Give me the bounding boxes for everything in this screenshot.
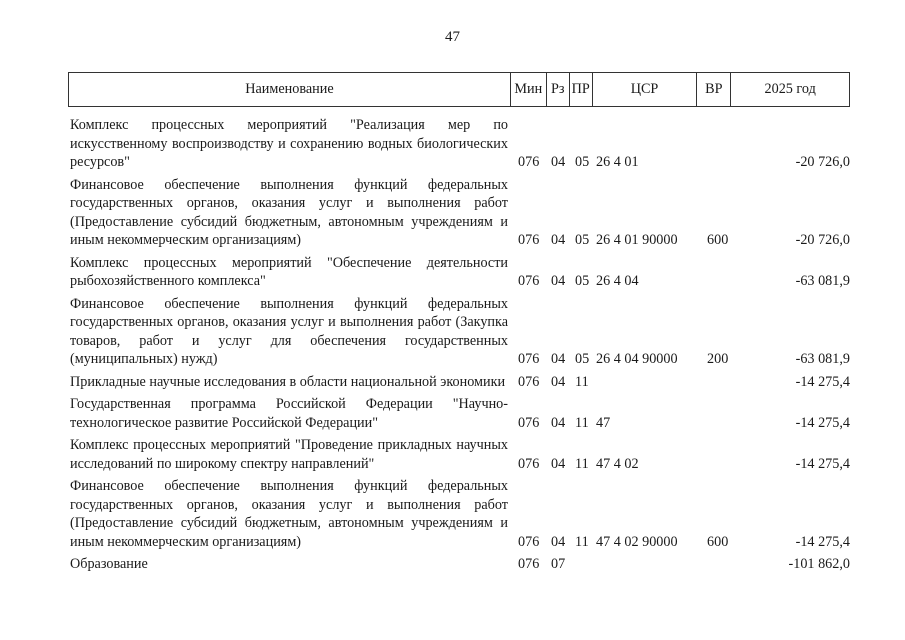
row-csr: 47 bbox=[596, 414, 611, 431]
row-name: Комплекс процессных мероприятий "Реализация мер по искусственному воспроизводству и сохранению водных биологических ресурсов" bbox=[70, 117, 508, 170]
row-amount: -63 081,9 bbox=[795, 351, 850, 367]
row-pr: 11 bbox=[575, 455, 589, 472]
row-pr: 05 bbox=[575, 232, 590, 248]
row-rz: 04 bbox=[551, 351, 566, 367]
row-min: 076 bbox=[518, 373, 540, 390]
row-rz: 04 bbox=[551, 414, 566, 431]
table-body bbox=[70, 116, 850, 578]
row-rz: 07 bbox=[551, 556, 566, 572]
row-name: Финансовое обеспечение выполнения функций федеральных государственных органов, оказания услуг и выполнения работ (Предоставление субсидий бюджетным, автономным учреждениям и иным некоммерческим организациям) bbox=[70, 176, 508, 248]
row-vr: 600 bbox=[707, 232, 729, 248]
row-amount: -14 275,4 bbox=[795, 373, 850, 390]
row-pr: 11 bbox=[575, 414, 589, 431]
row-amount: -20 726,0 bbox=[795, 154, 850, 170]
row-min: 076 bbox=[518, 533, 540, 550]
row-pr: 11 bbox=[575, 373, 589, 390]
table-row bbox=[70, 176, 850, 250]
row-min: 076 bbox=[518, 556, 540, 572]
header-rz: Рз bbox=[547, 73, 570, 106]
table-row bbox=[70, 254, 850, 291]
row-amount: -101 862,0 bbox=[788, 556, 850, 572]
row-name: Прикладные научные исследования в области национальной экономики bbox=[70, 373, 506, 390]
row-min: 076 bbox=[518, 414, 540, 431]
table-header bbox=[68, 72, 850, 107]
row-min: 076 bbox=[518, 455, 540, 472]
row-vr: 200 bbox=[707, 351, 729, 367]
row-rz: 04 bbox=[551, 533, 566, 550]
row-amount: -14 275,4 bbox=[795, 414, 850, 431]
row-vr: 600 bbox=[707, 533, 729, 550]
row-csr: 26 4 01 90000 bbox=[596, 232, 678, 248]
row-amount: -14 275,4 bbox=[795, 533, 850, 550]
header-year: 2025 год bbox=[764, 81, 816, 98]
table-row bbox=[70, 477, 850, 551]
row-rz: 04 bbox=[551, 154, 566, 170]
row-rz: 04 bbox=[551, 232, 566, 248]
header-csr: ЦСР bbox=[593, 73, 698, 106]
row-name: Государственная программа Российской Федерации "Научно-технологическое развитие Российской Федерации" bbox=[70, 396, 508, 431]
row-amount: -14 275,4 bbox=[795, 455, 850, 472]
row-rz: 04 bbox=[551, 273, 566, 289]
page-number: 47 bbox=[445, 29, 460, 45]
table-row bbox=[70, 555, 850, 574]
row-rz: 04 bbox=[551, 373, 566, 390]
row-csr: 47 4 02 90000 bbox=[596, 533, 678, 550]
row-pr: 05 bbox=[575, 273, 590, 289]
row-name: Образование bbox=[70, 556, 148, 572]
row-csr: 26 4 04 90000 bbox=[596, 351, 678, 367]
row-csr: 47 4 02 bbox=[596, 455, 639, 472]
row-amount: -63 081,9 bbox=[795, 273, 850, 289]
header-min: Мин bbox=[511, 73, 547, 106]
row-pr: 11 bbox=[575, 533, 589, 550]
row-amount: -20 726,0 bbox=[795, 232, 850, 248]
row-pr: 05 bbox=[575, 154, 590, 170]
table-row bbox=[70, 295, 850, 369]
header-pr: ПР bbox=[570, 73, 593, 106]
row-name: Комплекс процессных мероприятий "Проведение прикладных научных исследований по широкому спектру направлений" bbox=[70, 437, 508, 472]
row-rz: 04 bbox=[551, 455, 566, 472]
row-name: Финансовое обеспечение выполнения функций федеральных государственных органов, оказания услуг и выполнения работ (Предоставление субсидий бюджетным, автономным учреждениям и иным некоммерческим организациям) bbox=[70, 478, 508, 550]
row-min: 076 bbox=[518, 154, 540, 170]
table-row bbox=[70, 373, 850, 392]
row-csr: 26 4 01 bbox=[596, 154, 639, 170]
table-row bbox=[70, 436, 850, 473]
row-pr: 05 bbox=[575, 351, 590, 367]
row-name: Комплекс процессных мероприятий "Обеспечение деятельности рыбохозяйственного комплекса" bbox=[70, 254, 508, 289]
row-csr: 26 4 04 bbox=[596, 273, 639, 289]
header-vr: ВР bbox=[697, 73, 731, 106]
row-min: 076 bbox=[518, 273, 540, 289]
header-name: Наименование bbox=[69, 73, 511, 106]
row-name: Финансовое обеспечение выполнения функций федеральных государственных органов, оказания услуг и выполнения работ (Закупка товаров, работ и услуг для обеспечения государственных (муниципальных) нужд) bbox=[70, 295, 508, 367]
table-row bbox=[70, 395, 850, 432]
row-min: 076 bbox=[518, 232, 540, 248]
row-min: 076 bbox=[518, 351, 540, 367]
table-row bbox=[70, 116, 850, 172]
